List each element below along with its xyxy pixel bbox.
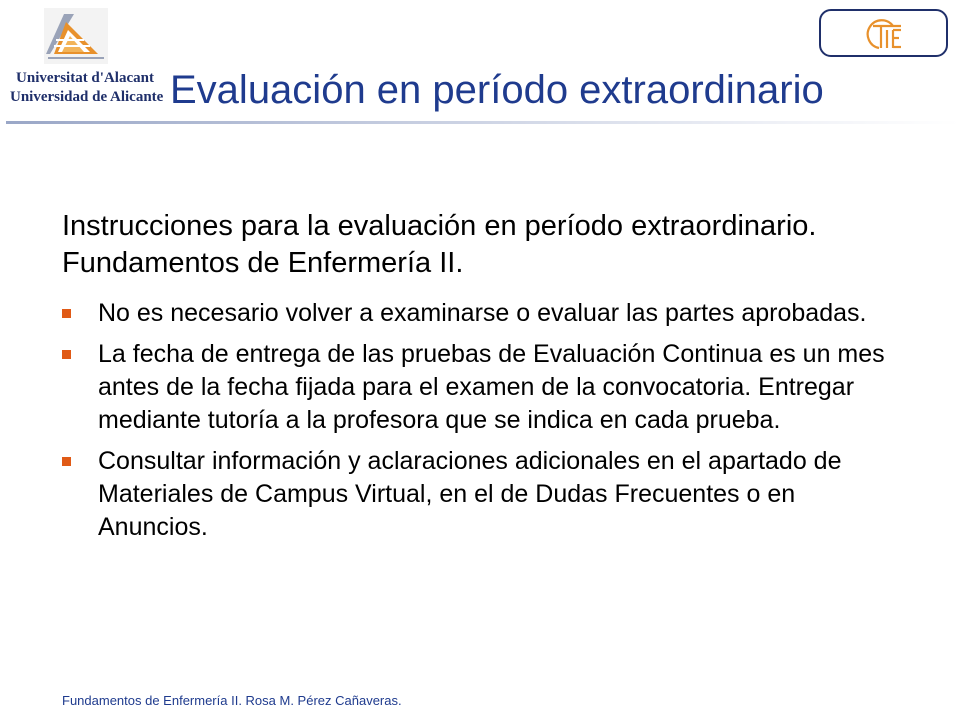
gite-logo-icon [859,16,909,52]
group-logo [819,9,948,57]
list-item [62,338,902,437]
university-logo [0,0,164,125]
square-bullet-icon [62,309,71,318]
bullet-list [62,297,902,552]
list-item [62,445,902,544]
university-name-valencian: Universitat d'Alacant [16,70,154,86]
list-item [62,297,902,330]
slide-title: Evaluación en período extraordinario [170,68,824,112]
square-bullet-icon [62,457,71,466]
square-bullet-icon [62,350,71,359]
list-item-text: Consultar información y aclaraciones adicionales en el apartado de Materiales de Campus Virtual, en el de Dudas Frecuentes o en Anuncios. [98,447,842,541]
title-divider [6,121,960,124]
university-logo-icon [44,8,108,64]
list-item-text: No es necesario volver a examinarse o evaluar las partes aprobadas. [98,299,867,327]
slide-footer: Fundamentos de Enfermería II. Rosa M. Pérez Cañaveras. [62,693,402,708]
list-item-text: La fecha de entrega de las pruebas de Evaluación Continua es un mes antes de la fecha fijada para el examen de la convocatoria. Entregar mediante tutoría a la profesora que se indica en cada prueba. [98,340,885,434]
lead-paragraph: Instrucciones para la evaluación en período extraordinario. Fundamentos de Enfermería II. [62,210,817,279]
university-name-spanish: Universidad de Alicante [10,89,164,105]
